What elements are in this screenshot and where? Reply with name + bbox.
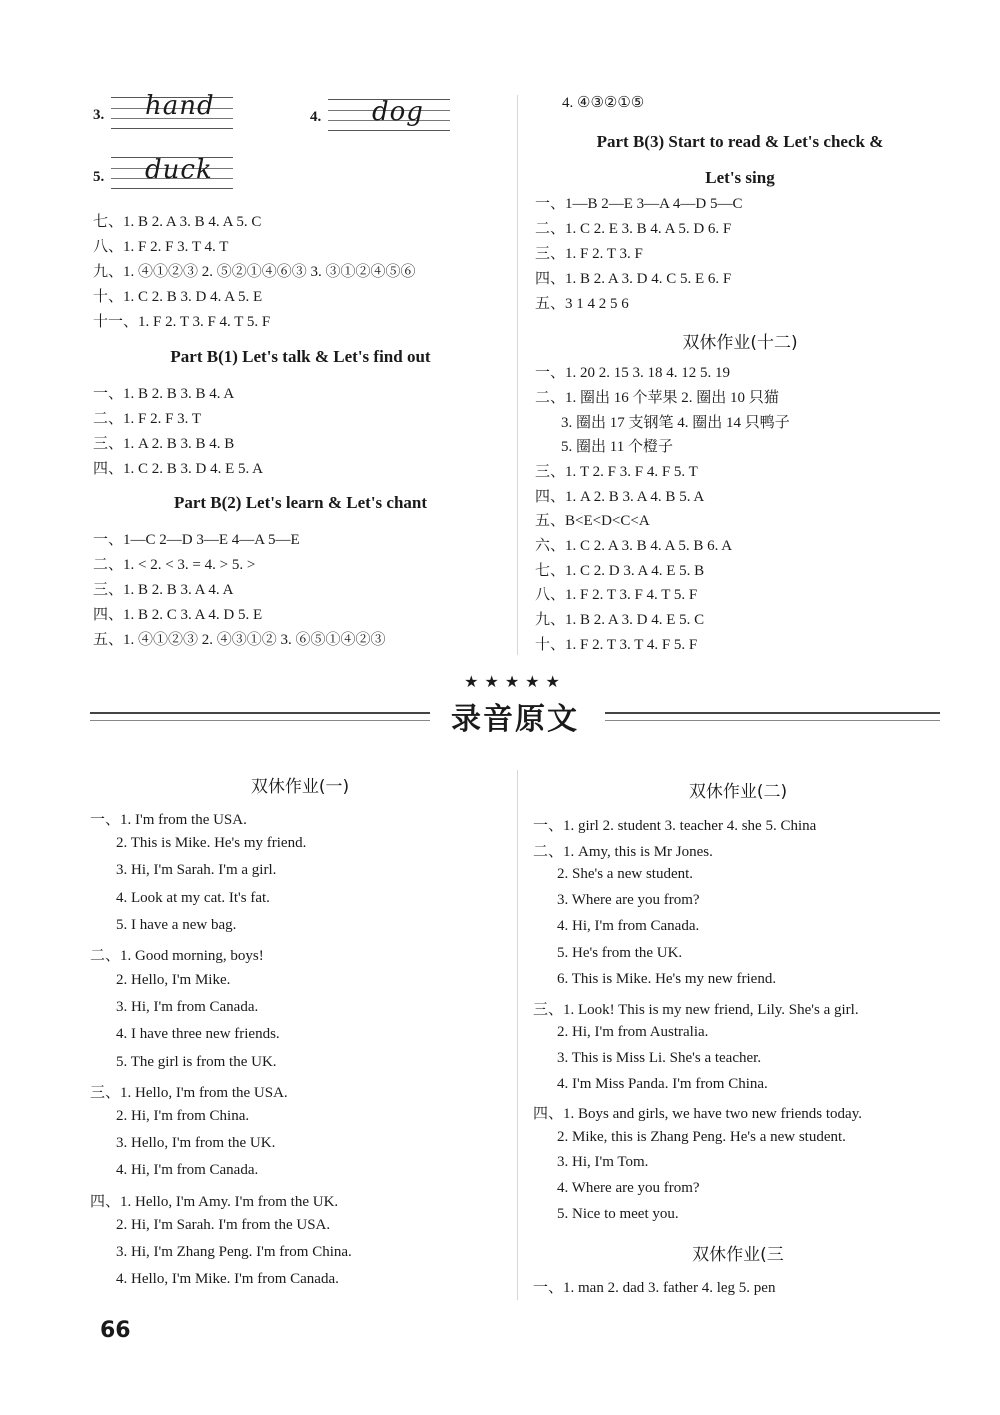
banner-title: 录音原文 xyxy=(451,702,579,737)
transcript-line: 3. Where are you from? xyxy=(557,892,700,908)
transcript-line: 3. Hi, I'm Tom. xyxy=(557,1154,649,1170)
answer-line: 一、1—B 2—E 3—A 4—D 5—C xyxy=(535,196,743,212)
transcript-line: 2. She's a new student. xyxy=(557,866,694,882)
answer-line: 3. 圈出 17 支钢笔 4. 圈出 14 只鸭子 xyxy=(561,415,790,431)
transcript-line: 一、1. I'm from the USA. xyxy=(90,812,247,828)
answer-line: 二、1. C 2. E 3. B 4. A 5. D 6. F xyxy=(535,221,732,237)
answer-line: 五、B<E<D<C<A xyxy=(535,513,650,529)
transcript-line: 3. Hi, I'm Zhang Peng. I'm from China. xyxy=(116,1244,352,1260)
answer-line: 一、1. 20 2. 15 3. 18 4. 12 5. 19 xyxy=(535,365,731,381)
transcript-line: 4. Hi, I'm from Canada. xyxy=(116,1162,259,1178)
transcript-line: 4. Hi, I'm from Canada. xyxy=(557,918,700,934)
handwriting-number: 3. xyxy=(93,107,105,123)
transcript-line: 3. Hello, I'm from the UK. xyxy=(116,1135,276,1151)
transcript-line: 三、1. Look! This is my new friend, Lily. She's a girl. xyxy=(533,1002,859,1018)
transcript-line: 3. Hi, I'm Sarah. I'm a girl. xyxy=(116,862,277,878)
transcript-line: 2. Mike, this is Zhang Peng. He's a new student. xyxy=(557,1129,846,1145)
answer-line: 九、1. ④①②③ 2. ⑤②①④⑥③ 3. ③①②④⑤⑥ xyxy=(93,264,416,280)
answer-line: 八、1. F 2. T 3. F 4. T 5. F xyxy=(535,587,698,603)
transcript-line: 2. This is Mike. He's my friend. xyxy=(116,835,307,851)
handwriting-word: dog xyxy=(372,97,424,127)
answer-line: 二、1. 圈出 16 个苹果 2. 圈出 10 只猫 xyxy=(535,390,779,406)
answer-line: 五、1. ④①②③ 2. ④③①② 3. ⑥⑤①④②③ xyxy=(93,632,386,648)
handwriting-number: 5. xyxy=(93,169,105,185)
column-divider-top xyxy=(517,95,518,655)
transcript-line: 2. Hi, I'm from China. xyxy=(116,1108,250,1124)
handwriting-word: duck xyxy=(145,155,213,185)
handwriting-word: hand xyxy=(145,91,215,121)
transcript-line: 四、1. Boys and girls, we have two new friends today. xyxy=(533,1106,862,1122)
transcript-line: 2. Hello, I'm Mike. xyxy=(116,972,231,988)
transcript-line: 一、1. girl 2. student 3. teacher 4. she 5. China xyxy=(533,818,817,834)
part-b3-heading: Part B(3) Start to read & Let's check & xyxy=(596,132,884,151)
page-number: 66 xyxy=(100,1318,131,1343)
transcript-line: 4. I have three new friends. xyxy=(116,1026,280,1042)
transcript-line: 二、1. Good morning, boys! xyxy=(90,948,264,964)
part-b1-heading: Part B(1) Let's talk & Let's find out xyxy=(170,347,431,366)
answer-line: 四、1. B 2. A 3. D 4. C 5. E 6. F xyxy=(535,271,732,287)
answer-line: 5. 圈出 11 个橙子 xyxy=(561,439,673,455)
answer-line: 五、3 1 4 2 5 6 xyxy=(535,296,629,312)
transcript-line: 2. Hi, I'm from Australia. xyxy=(557,1024,709,1040)
part-b2-heading: Part B(2) Let's learn & Let's chant xyxy=(173,493,428,512)
transcript-line: 四、1. Hello, I'm Amy. I'm from the UK. xyxy=(90,1194,339,1210)
transcript-line: 4. Hello, I'm Mike. I'm from Canada. xyxy=(116,1271,339,1287)
transcript-line: 4. Look at my cat. It's fat. xyxy=(116,890,270,906)
handwriting-row-3 xyxy=(93,91,238,129)
transcript-line: 5. The girl is from the UK. xyxy=(116,1054,277,1070)
handwriting-number: 4. xyxy=(310,109,322,125)
answer-line: 四、1. A 2. B 3. A 4. B 5. A xyxy=(535,489,705,505)
answer-line: 七、1. C 2. D 3. A 4. E 5. B xyxy=(535,563,705,579)
answer-line: 六、1. C 2. A 3. B 4. A 5. B 6. A xyxy=(535,538,733,554)
part-b3-heading-cont: Let's sing xyxy=(705,168,775,187)
transcript-line: 3. Hi, I'm from Canada. xyxy=(116,999,259,1015)
transcript2-heading: 双休作业(二) xyxy=(688,782,788,802)
transcript-line: 2. Hi, I'm Sarah. I'm from the USA. xyxy=(116,1217,331,1233)
answer-line: 三、1. B 2. B 3. A 4. A xyxy=(93,582,234,598)
answer-line: 二、1. F 2. F 3. T xyxy=(93,411,202,427)
transcript-line: 5. Nice to meet you. xyxy=(557,1206,679,1222)
answer-line: 九、1. B 2. A 3. D 4. E 5. C xyxy=(535,612,705,628)
answer-line: 十、1. C 2. B 3. D 4. A 5. E xyxy=(93,289,263,305)
banner-rule-right xyxy=(605,712,940,721)
transcript-line: 4. I'm Miss Panda. I'm from China. xyxy=(557,1076,768,1092)
answer-line: 一、1—C 2—D 3—E 4—A 5—E xyxy=(93,532,300,548)
answer-line: 三、1. T 2. F 3. F 4. F 5. T xyxy=(535,464,698,480)
homework12-heading: 双休作业(十二) xyxy=(682,333,798,353)
answer-line: 一、1. B 2. B 3. B 4. A xyxy=(93,386,235,402)
answer-line: 八、1. F 2. F 3. T 4. T xyxy=(93,239,229,255)
answer-line: 四、1. C 2. B 3. D 4. E 5. A xyxy=(93,461,264,477)
answer-line: 四、1. B 2. C 3. A 4. D 5. E xyxy=(93,607,263,623)
answer-line: 十、1. F 2. T 3. T 4. F 5. F xyxy=(535,637,698,653)
answer-line: 三、1. F 2. T 3. F xyxy=(535,246,643,262)
transcript-line: 3. This is Miss Li. She's a teacher. xyxy=(557,1050,762,1066)
answer-line: 三、1. A 2. B 3. B 4. B xyxy=(93,436,235,452)
section-banner xyxy=(90,672,940,742)
answer-line: 二、1. < 2. < 3. = 4. > 5. > xyxy=(93,557,256,573)
homework3-heading: 双休作业(三 xyxy=(692,1245,784,1265)
answer-line: 十一、1. F 2. T 3. F 4. T 5. F xyxy=(93,314,271,330)
handwriting-row-5 xyxy=(93,155,238,189)
column-divider-bottom xyxy=(517,770,518,1300)
transcript-line: 二、1. Amy, this is Mr Jones. xyxy=(533,844,713,860)
transcript-line: 一、1. man 2. dad 3. father 4. leg 5. pen xyxy=(533,1280,776,1296)
transcript-line: 5. He's from the UK. xyxy=(557,945,683,961)
transcript-line: 三、1. Hello, I'm from the USA. xyxy=(90,1085,288,1101)
answer-line: 七、1. B 2. A 3. B 4. A 5. C xyxy=(93,214,262,230)
answer-line: 4. ④③②①⑤ xyxy=(562,95,645,111)
transcript-line: 6. This is Mike. He's my new friend. xyxy=(557,971,777,987)
transcript-line: 5. I have a new bag. xyxy=(116,917,237,933)
transcript-line: 4. Where are you from? xyxy=(557,1180,700,1196)
transcript1-heading: 双休作业(一) xyxy=(250,777,350,797)
star-icons: ★★★★★ xyxy=(464,674,566,691)
handwriting-row-4 xyxy=(310,95,455,129)
